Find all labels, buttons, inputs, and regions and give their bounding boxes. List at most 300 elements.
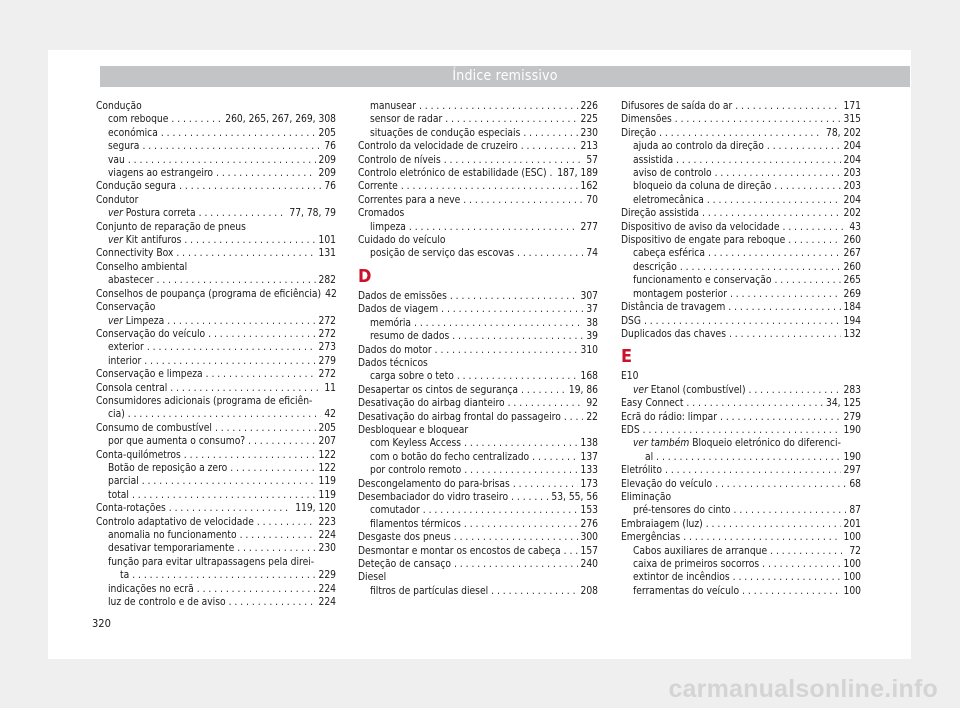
entry-term [96, 328, 205, 341]
entry-text: comutador [370, 505, 420, 517]
index-subentry [621, 451, 861, 464]
index-subentry [358, 317, 598, 330]
dot-leader [454, 558, 578, 571]
index-subentry [621, 571, 861, 584]
page-reference: 230 [318, 543, 336, 555]
page-reference: 300 [580, 532, 598, 544]
entry-text: Etanol (combustível) [650, 384, 746, 396]
entry-text: cia) [108, 409, 125, 421]
entry-term [96, 180, 176, 193]
page-reference: 92 [586, 398, 598, 410]
index-entry [96, 422, 336, 435]
page-reference: 173 [580, 478, 598, 490]
page-reference: 310 [580, 344, 598, 356]
index-subentry [96, 542, 336, 555]
entry-text: Connectivity Box [96, 248, 174, 260]
index-subentry [358, 127, 598, 140]
page-reference: 203 [843, 168, 861, 180]
page-reference: 273 [318, 342, 336, 354]
entry-term [358, 194, 460, 207]
dot-leader [774, 274, 840, 287]
entry-text: anomalia no funcionamento [108, 530, 237, 541]
index-entry [621, 100, 861, 113]
index-subentry [96, 315, 336, 328]
page-reference: 204 [843, 194, 861, 206]
index-subentry [358, 518, 598, 531]
dot-leader [707, 194, 841, 207]
entry-text: ta [120, 570, 130, 582]
page-reference: 74 [586, 248, 598, 260]
entry-text: Consola central [96, 382, 168, 394]
entry-term [621, 424, 640, 437]
entry-term [621, 531, 680, 544]
entry-text: Diesel [358, 572, 387, 584]
see-reference: ver [108, 315, 123, 327]
page-reference: 119 [318, 476, 336, 488]
entry-term [358, 491, 508, 504]
entry-term [370, 317, 411, 330]
dot-leader [735, 100, 840, 113]
entry-term [358, 290, 447, 303]
index-entry [621, 328, 861, 341]
entry-term [96, 449, 181, 462]
entry-term [633, 571, 730, 584]
entry-term [621, 207, 699, 220]
page-reference: 315 [843, 114, 861, 126]
page-reference: 297 [843, 465, 861, 477]
entry-term [370, 585, 488, 598]
dot-leader [208, 328, 315, 341]
page-reference: 205 [318, 127, 336, 139]
dot-leader [513, 478, 578, 491]
index-subentry [358, 585, 598, 598]
entry-term [621, 221, 780, 234]
entry-term [108, 113, 168, 126]
dot-leader [742, 585, 840, 598]
entry-term [645, 451, 653, 464]
dot-leader [728, 301, 840, 314]
entry-term [358, 180, 398, 193]
dot-leader [521, 140, 578, 153]
entry-text: Cromados [358, 208, 405, 220]
entry-term [108, 274, 154, 287]
index-subentry [621, 247, 861, 260]
index-entry [621, 518, 861, 531]
page-reference: 204 [843, 141, 861, 153]
page-reference: 72 [849, 545, 861, 557]
entry-text: situações de condução especiais [370, 127, 521, 139]
entry-term [108, 542, 234, 555]
entry-text: Condutor [96, 194, 139, 206]
entry-term [370, 518, 461, 531]
page-reference: 204 [843, 154, 861, 166]
index-subentry [358, 451, 598, 464]
entry-term [633, 585, 739, 598]
dot-leader [142, 475, 316, 488]
entry-text: viagens ao estrangeiro [108, 168, 214, 180]
index-entry [621, 127, 861, 140]
index-entry [621, 370, 861, 383]
page-reference: 269 [843, 288, 861, 300]
entry-term [108, 341, 144, 354]
index-entry [621, 315, 861, 328]
dot-leader [142, 140, 321, 153]
entry-text: Embraiagem (luz) [621, 518, 703, 530]
see-reference: ver [633, 384, 648, 396]
page-reference: 205 [318, 422, 336, 434]
dot-leader [128, 408, 322, 421]
entry-term [621, 397, 683, 410]
index-column-2 [358, 100, 598, 598]
entry-term [358, 545, 561, 558]
entry-text: montagem posterior [633, 288, 727, 300]
entry-term [108, 140, 139, 153]
entry-term [358, 140, 518, 153]
index-entry [621, 207, 861, 220]
entry-term [358, 207, 404, 220]
entry-text: bloqueio da coluna de direção [633, 181, 772, 193]
entry-text: Desativação do airbag frontal do passageiro [358, 411, 561, 423]
entry-term [108, 408, 125, 421]
entry-term [108, 529, 237, 542]
entry-term [621, 315, 641, 328]
entry-text: Corrente [358, 181, 398, 193]
page-reference: 276 [580, 518, 598, 530]
dot-leader [783, 221, 847, 234]
entry-text: pré-tensores do cinto [633, 505, 731, 517]
entry-term [370, 221, 406, 234]
dot-leader [409, 221, 578, 234]
page-reference: 277 [580, 221, 598, 233]
page-title: Índice remissivo [100, 66, 910, 87]
entry-text: ferramentas do veículo [633, 585, 740, 597]
dot-leader [157, 274, 316, 287]
dot-leader [730, 288, 841, 301]
dot-leader [128, 154, 316, 167]
index-entry [96, 180, 336, 193]
index-entry [358, 140, 598, 153]
entry-text: eletromecânica [633, 194, 704, 206]
index-subentry [96, 355, 336, 368]
index-entry [96, 395, 336, 408]
entry-term [370, 127, 520, 140]
index-entry [96, 247, 336, 260]
entry-text: extintor de incêndios [633, 572, 730, 584]
dot-leader [463, 194, 583, 207]
page-reference: 223 [318, 516, 336, 528]
entry-text: resumo de dados [370, 331, 450, 343]
entry-term [633, 558, 759, 571]
entry-text: indicações no ecrã [108, 583, 194, 595]
index-entry [621, 397, 861, 410]
dot-leader [523, 127, 577, 140]
entry-text: Desbloquear e bloquear [358, 424, 469, 436]
page-reference: 201 [843, 518, 861, 530]
page-reference: 224 [318, 597, 336, 609]
page-reference: 157 [580, 545, 598, 557]
dot-leader [237, 542, 315, 555]
entry-text: com o botão do fecho centralizado [370, 451, 530, 463]
page-reference: 213 [580, 141, 598, 153]
page-reference: 119, 120 [295, 503, 336, 515]
entry-term [96, 516, 254, 529]
entry-text: Desativação do airbag dianteiro [358, 398, 505, 410]
page-reference: 11 [324, 382, 336, 394]
page-reference: 272 [318, 369, 336, 381]
index-entry [96, 221, 336, 234]
index-subentry [621, 194, 861, 207]
dot-leader [770, 545, 846, 558]
index-subentry [96, 140, 336, 153]
index-subentry [621, 167, 861, 180]
entry-term [96, 301, 155, 314]
entry-term [358, 531, 451, 544]
entry-text: Postura correta [125, 208, 196, 220]
page-reference: 207 [318, 436, 336, 448]
index-subentry [621, 545, 861, 558]
entry-text: cabeça esférica [633, 248, 705, 260]
page-reference: 76 [324, 141, 336, 153]
index-entry [358, 167, 598, 180]
entry-text: Correntes para a neve [358, 194, 461, 206]
index-entry [621, 531, 861, 544]
page-reference: 209 [318, 168, 336, 180]
entry-text: Controlo da velocidade de cruzeiro [358, 141, 518, 153]
dot-leader [454, 531, 578, 544]
index-entry [358, 207, 598, 220]
entry-term [96, 422, 212, 435]
page-reference: 279 [843, 411, 861, 423]
entry-text: Direção [621, 127, 657, 139]
entry-text: Difusores de saída do ar [621, 101, 733, 112]
entry-term [96, 288, 321, 301]
index-entry [96, 449, 336, 462]
entry-text: al [645, 451, 654, 463]
index-subentry [96, 207, 336, 220]
page-reference: 131 [318, 248, 336, 260]
dot-leader [491, 585, 577, 598]
index-entry [96, 301, 336, 314]
entry-text: posição de serviço das escovas [370, 248, 514, 260]
page-reference: 37 [586, 304, 598, 316]
index-entry [358, 290, 598, 303]
dot-leader [132, 489, 316, 502]
entry-term [358, 397, 505, 410]
entry-text: Ecrã do rádio: limpar [621, 411, 718, 423]
entry-term [370, 370, 454, 383]
entry-text: Duplicados das chaves [621, 328, 726, 340]
entry-term [621, 518, 703, 531]
entry-term [358, 558, 451, 571]
entry-text: económica [108, 127, 158, 139]
entry-term [370, 504, 420, 517]
page-reference: 224 [318, 530, 336, 541]
entry-text: Cuidado do veículo [358, 235, 446, 247]
dot-leader [644, 315, 841, 328]
entry-text: com Keyless Access [370, 438, 462, 450]
dot-leader [414, 317, 583, 330]
dot-leader [206, 368, 316, 381]
dot-leader [762, 558, 840, 571]
entry-text: Conselhos de poupança (programa de eficiência) [96, 288, 322, 300]
index-subentry [621, 504, 861, 517]
dot-leader [452, 330, 583, 343]
dot-leader [683, 531, 840, 544]
dot-leader [733, 571, 841, 584]
page-reference: 190 [843, 424, 861, 436]
entry-text: Dimensões [621, 114, 672, 126]
dot-leader [767, 140, 841, 153]
dot-leader [508, 397, 584, 410]
index-entry [358, 411, 598, 424]
dot-leader [132, 569, 315, 582]
entry-term [358, 167, 547, 180]
index-subentry [96, 475, 336, 488]
index-entry [96, 382, 336, 395]
entry-text: Conjunto de reparação de pneus [96, 221, 246, 233]
entry-term [358, 234, 445, 247]
page-reference: 240 [580, 559, 598, 570]
entry-text: Condução segura [96, 181, 177, 193]
dot-leader [445, 113, 577, 126]
entry-text: segura [108, 141, 140, 153]
dot-leader [169, 502, 292, 515]
entry-text: Conservação [96, 302, 156, 314]
entry-term [621, 113, 672, 126]
entry-text: vau [108, 154, 125, 166]
entry-term [633, 437, 841, 450]
dot-leader [521, 384, 566, 397]
entry-term [633, 261, 677, 274]
index-subentry [96, 154, 336, 167]
entry-text: Easy Connect [621, 398, 684, 410]
entry-term [370, 451, 529, 464]
page-reference: 265 [843, 275, 861, 287]
page-reference: 43 [849, 221, 861, 233]
entry-text: Consumidores adicionais (programa de eficiên- [96, 395, 313, 407]
entry-text: Botão de reposição a zero [108, 462, 228, 474]
entry-term [108, 435, 245, 448]
index-subentry [96, 529, 336, 542]
entry-text: Dados do motor [358, 344, 432, 356]
entry-text: Kit antifuros [125, 235, 182, 247]
index-entry [358, 545, 598, 558]
page-reference: 229 [318, 570, 336, 582]
index-subentry [358, 247, 598, 260]
entry-term [370, 437, 461, 450]
page-reference: 282 [318, 275, 336, 287]
page-reference: 53, 55, 56 [551, 491, 598, 503]
page-reference: 76 [324, 181, 336, 193]
entry-text: luz de controlo e de aviso [108, 597, 226, 609]
dot-leader [230, 462, 315, 475]
dot-leader [240, 529, 316, 542]
page-reference: 209 [318, 154, 336, 166]
dot-leader [774, 180, 840, 193]
index-subentry [621, 180, 861, 193]
entry-term [621, 234, 785, 247]
index-subentry [621, 140, 861, 153]
dot-leader [708, 247, 841, 260]
entry-text: Dados técnicos [358, 357, 428, 369]
index-entry [358, 424, 598, 437]
index-entry [358, 154, 598, 167]
index-entry [621, 478, 861, 491]
entry-text: Cabos auxiliares de arranque [633, 545, 768, 557]
page-reference: 272 [318, 328, 336, 340]
entry-text: Controlo adaptativo de velocidade [96, 516, 254, 528]
entry-text: Controlo eletrónico de estabilidade (ESC) [358, 168, 547, 180]
page-reference: 138 [580, 438, 598, 450]
page-reference: 194 [843, 315, 861, 327]
dot-leader [680, 261, 841, 274]
index-entry [358, 180, 598, 193]
dot-leader [686, 397, 823, 410]
index-subentry [621, 384, 861, 397]
page-reference: 260 [843, 261, 861, 273]
index-subentry [621, 558, 861, 571]
entry-text: Conservação do veículo [96, 328, 206, 340]
dot-leader [257, 516, 316, 529]
page-number: 320 [92, 617, 111, 630]
entry-text: por que aumenta o consumo? [108, 436, 246, 448]
dot-leader [171, 113, 222, 126]
entry-term [358, 303, 438, 316]
page-reference: 100 [843, 559, 861, 570]
dot-leader [720, 411, 840, 424]
page-reference: 78, 202 [826, 127, 861, 139]
entry-term [621, 464, 662, 477]
entry-term [370, 247, 514, 260]
entry-term [633, 504, 731, 517]
page-reference: 122 [318, 449, 336, 461]
index-subentry [96, 408, 336, 421]
dot-leader [665, 464, 840, 477]
page-reference: 77, 78, 79 [289, 208, 336, 220]
index-subentry [96, 462, 336, 475]
dot-leader [676, 154, 840, 167]
page-reference: 42 [324, 409, 336, 421]
dot-leader [184, 234, 315, 247]
page-reference: 168 [580, 371, 598, 383]
index-subentry [358, 100, 598, 113]
dot-leader [511, 491, 548, 504]
entry-text: Emergências [621, 532, 681, 544]
page-reference: 224 [318, 583, 336, 595]
dot-leader [656, 451, 840, 464]
page-reference: 279 [318, 355, 336, 367]
page-reference: 208 [580, 585, 598, 597]
index-entry [358, 357, 598, 370]
index-entry [621, 301, 861, 314]
page-reference: 19, 86 [568, 384, 598, 396]
dot-leader [643, 424, 841, 437]
dot-leader [715, 167, 841, 180]
index-entry [621, 113, 861, 126]
index-subentry [358, 504, 598, 517]
index-entry [358, 384, 598, 397]
page-reference: 22 [586, 411, 598, 423]
entry-text: total [108, 489, 129, 501]
entry-text: manusear [370, 101, 416, 112]
index-entry [96, 502, 336, 515]
index-entry [358, 491, 598, 504]
entry-term [621, 411, 717, 424]
page-reference: 57 [586, 154, 598, 166]
index-subentry [358, 330, 598, 343]
entry-term [633, 545, 767, 558]
page-reference: 42 [325, 288, 337, 300]
